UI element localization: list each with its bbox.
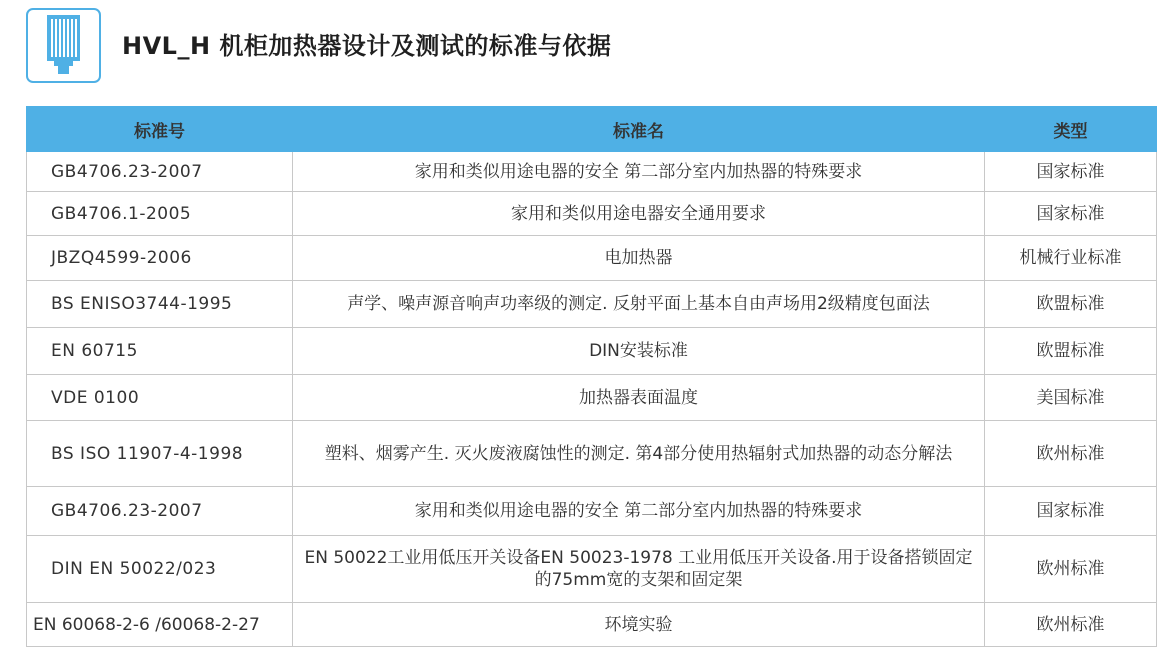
standard-number: DIN EN 50022/023 — [27, 536, 293, 603]
column-header-name: 标准名 — [293, 107, 985, 152]
standard-type: 欧州标准 — [985, 421, 1157, 487]
standard-name: EN 50022工业用低压开关设备EN 50023-1978 工业用低压开关设备.用于设备搭锁固定的75mm宽的支架和固定架 — [293, 536, 985, 603]
table-row — [27, 192, 1157, 236]
standard-number: GB4706.23-2007 — [27, 152, 293, 192]
standard-name: 塑料、烟雾产生. 灭火废液腐蚀性的测定. 第4部分使用热辐射式加热器的动态分解法 — [293, 421, 985, 487]
heater-icon — [28, 10, 99, 81]
standard-type: 机械行业标准 — [985, 236, 1157, 281]
standard-type: 欧盟标准 — [985, 281, 1157, 328]
standard-number: GB4706.23-2007 — [27, 487, 293, 536]
table-row — [27, 281, 1157, 328]
table-row — [27, 152, 1157, 192]
standard-name: 电加热器 — [293, 236, 985, 281]
standard-name: DIN安装标准 — [293, 328, 985, 375]
table-row — [27, 603, 1157, 647]
table-row — [27, 328, 1157, 375]
standard-type: 欧州标准 — [985, 536, 1157, 603]
page-title: HVL_H 机柜加热器设计及测试的标准与依据 — [122, 32, 612, 60]
standard-type: 国家标准 — [985, 192, 1157, 236]
standard-number: BS ENISO3744-1995 — [27, 281, 293, 328]
standard-number: JBZQ4599-2006 — [27, 236, 293, 281]
standard-name: 家用和类似用途电器的安全 第二部分室内加热器的特殊要求 — [293, 487, 985, 536]
table-row — [27, 375, 1157, 421]
standard-type: 欧州标准 — [985, 603, 1157, 647]
standard-name: 加热器表面温度 — [293, 375, 985, 421]
standard-number: VDE 0100 — [27, 375, 293, 421]
standard-number: EN 60068-2-6 /60068-2-27 — [27, 603, 293, 647]
table-row — [27, 236, 1157, 281]
standard-type: 国家标准 — [985, 487, 1157, 536]
standard-name: 家用和类似用途电器安全通用要求 — [293, 192, 985, 236]
standard-type: 国家标准 — [985, 152, 1157, 192]
standard-type: 欧盟标准 — [985, 328, 1157, 375]
column-header-type: 类型 — [985, 107, 1157, 152]
heater-logo — [26, 8, 101, 83]
table-row — [27, 487, 1157, 536]
standard-number: BS ISO 11907-4-1998 — [27, 421, 293, 487]
standards-table — [26, 106, 1157, 647]
table-header-row — [27, 107, 1157, 152]
standard-name: 环境实验 — [293, 603, 985, 647]
column-header-number: 标准号 — [27, 107, 293, 152]
standard-type: 美国标准 — [985, 375, 1157, 421]
standard-name: 声学、噪声源音响声功率级的测定. 反射平面上基本自由声场用2级精度包面法 — [293, 281, 985, 328]
table-row — [27, 536, 1157, 603]
table-row — [27, 421, 1157, 487]
standard-number: GB4706.1-2005 — [27, 192, 293, 236]
standard-number: EN 60715 — [27, 328, 293, 375]
standard-name: 家用和类似用途电器的安全 第二部分室内加热器的特殊要求 — [293, 152, 985, 192]
